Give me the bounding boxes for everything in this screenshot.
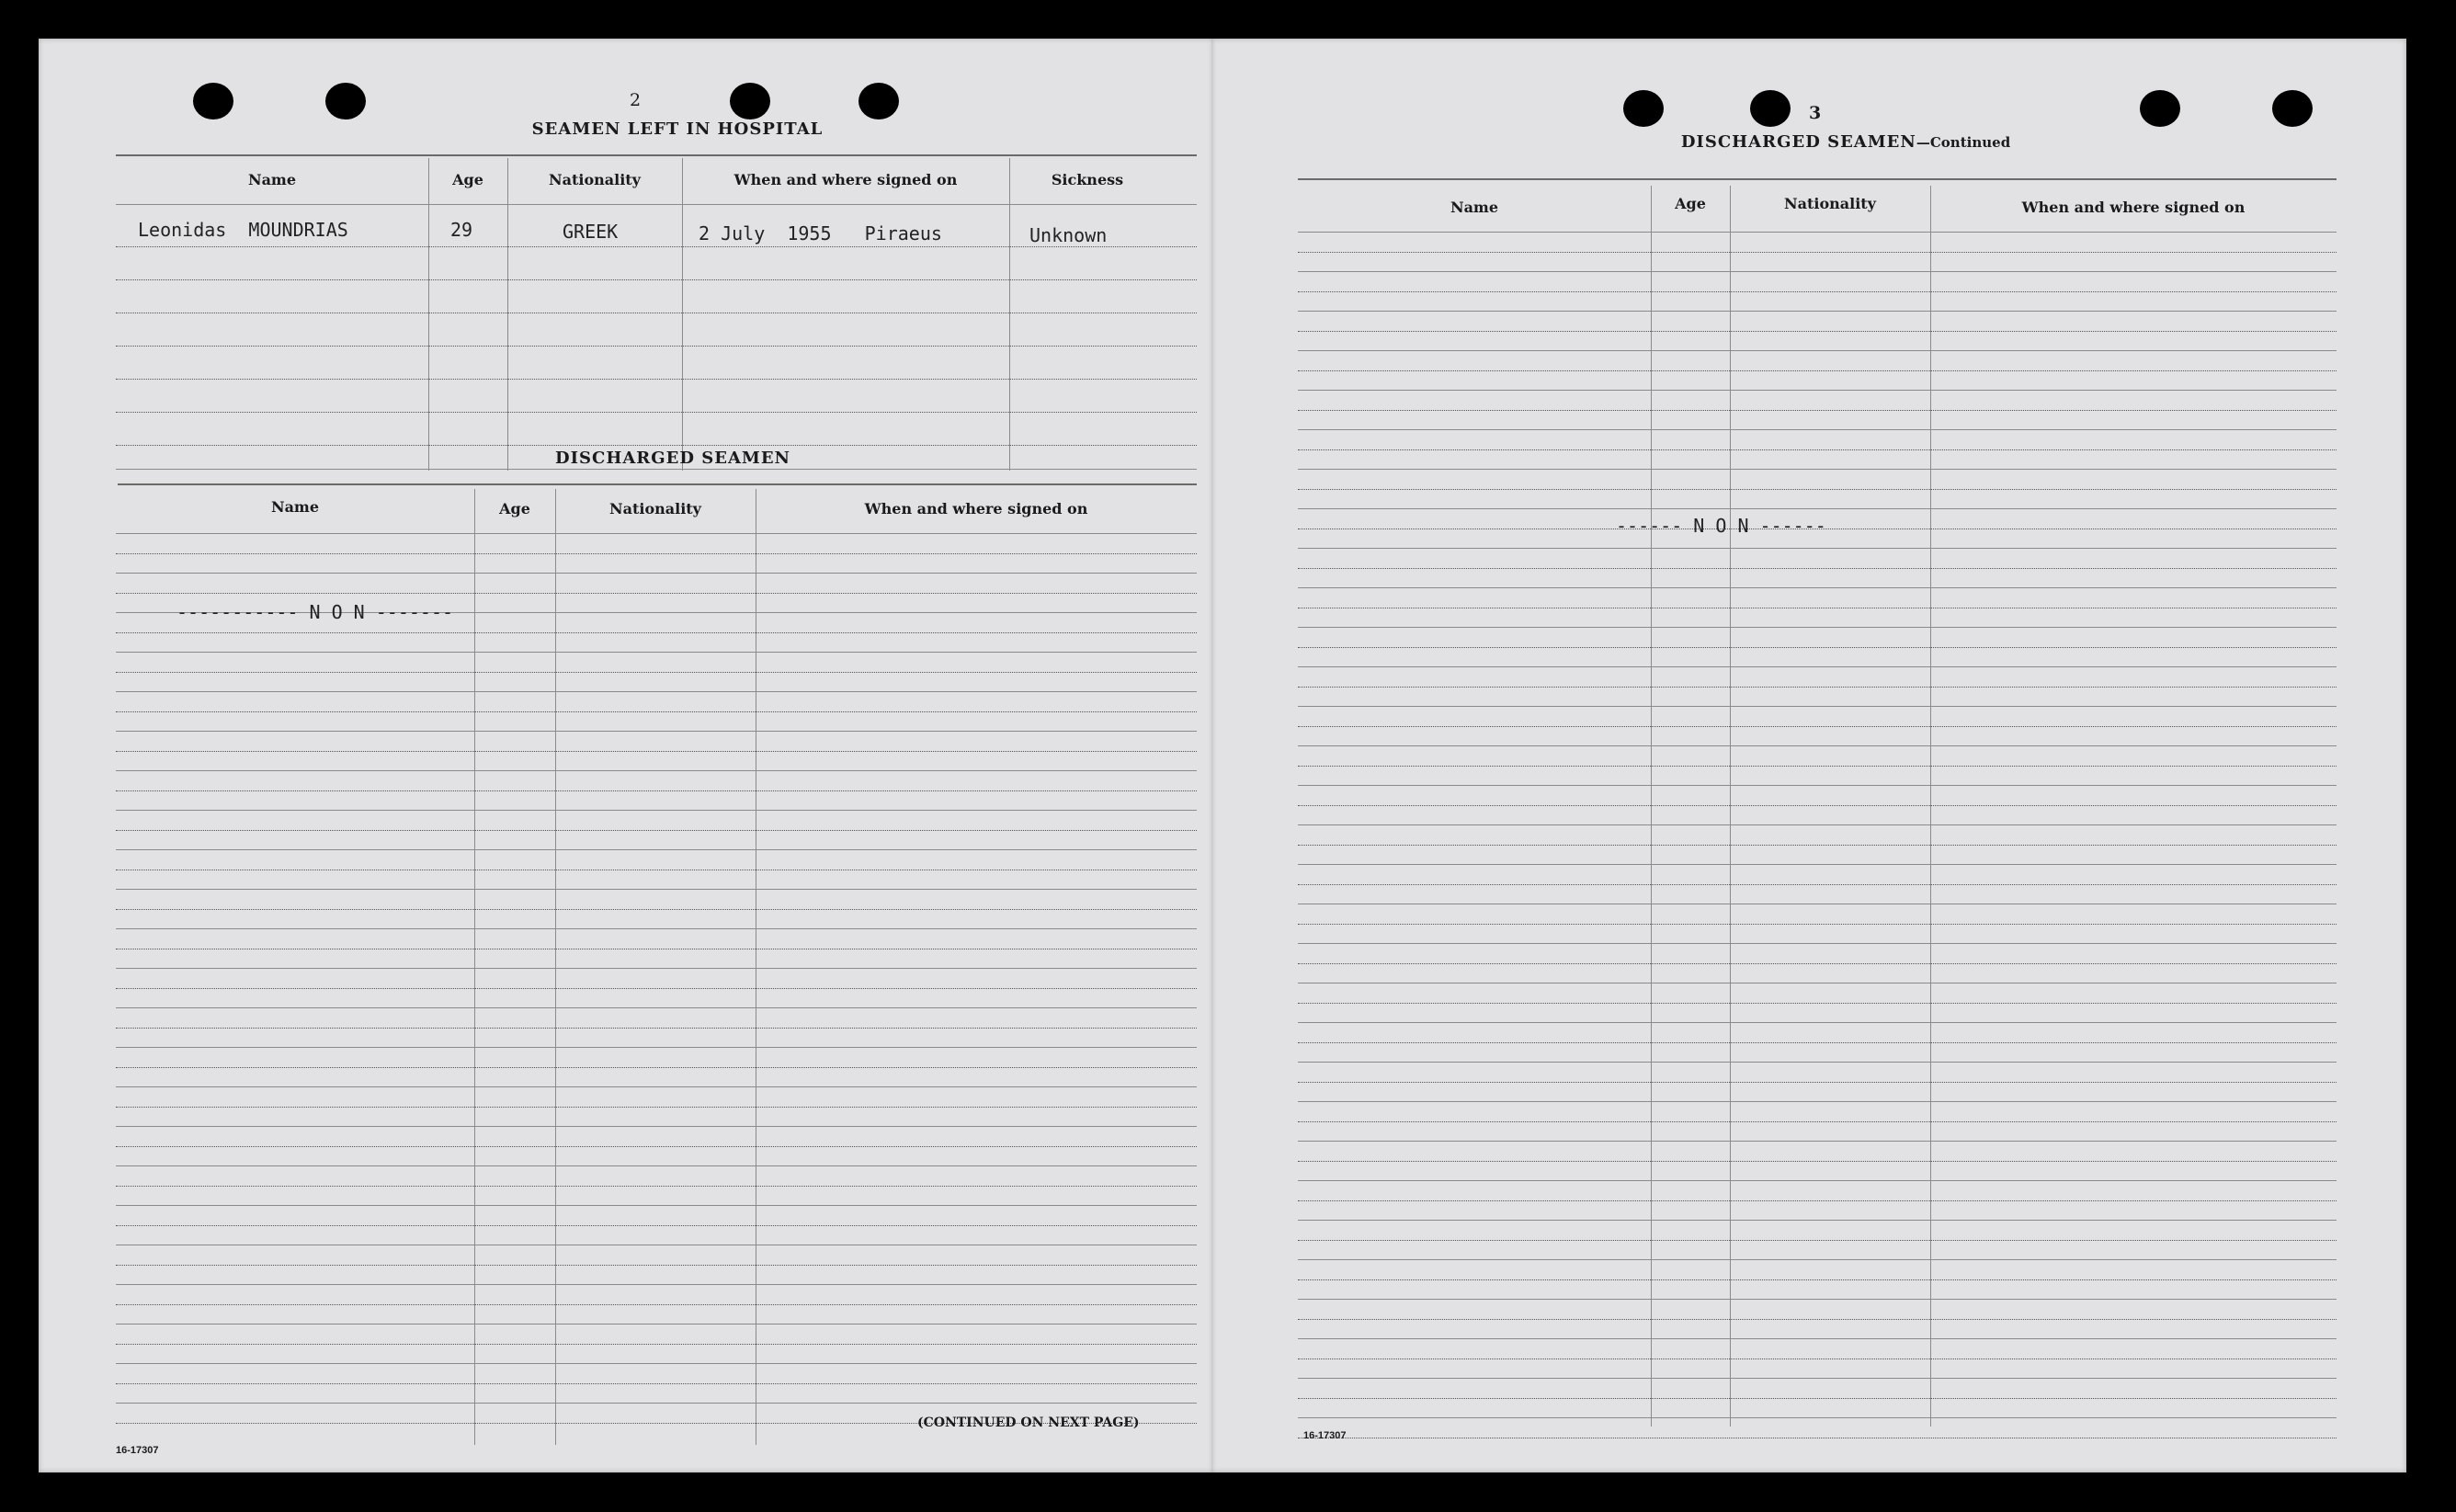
form-rule-line xyxy=(116,1363,1197,1364)
form-rule-line xyxy=(116,1007,1197,1008)
form-rule-line xyxy=(116,1067,1197,1068)
col-name: Name xyxy=(247,171,297,188)
form-rule-line xyxy=(1298,687,2337,688)
form-rule-line xyxy=(1298,489,2337,490)
col-signed-on: When and where signed on xyxy=(864,500,1088,517)
form-rule-line xyxy=(116,909,1197,910)
col-sickness: Sickness xyxy=(1051,171,1124,188)
form-rule-line xyxy=(1298,1398,2337,1399)
form-rule-line xyxy=(1298,331,2337,332)
continued-note: (CONTINUED ON NEXT PAGE) xyxy=(917,1415,1140,1430)
form-number: 16-17307 xyxy=(116,1445,159,1456)
form-rule-line xyxy=(1298,1062,2337,1063)
punch-hole xyxy=(730,83,770,119)
form-rule-line xyxy=(1298,1378,2337,1379)
form-rule-line xyxy=(1298,1299,2337,1300)
form-rule-line xyxy=(1298,1042,2337,1043)
discharged-continued-title: DISCHARGED SEAMEN—Continued xyxy=(1680,132,2011,152)
form-rule-line xyxy=(1298,1161,2337,1162)
punch-hole xyxy=(1750,90,1791,127)
form-rule-line xyxy=(1298,845,2337,846)
page-number: 3 xyxy=(1809,103,1822,123)
form-rule-line xyxy=(116,1304,1197,1305)
form-rule-line xyxy=(1298,726,2337,727)
col-name: Name xyxy=(1450,199,1499,216)
form-rule-line xyxy=(1298,390,2337,391)
form-number: 16-17307 xyxy=(1303,1430,1347,1441)
form-rule-line xyxy=(1298,291,2337,292)
form-rule-line xyxy=(116,553,1197,554)
form-rule-line xyxy=(1298,924,2337,925)
punch-hole xyxy=(2272,90,2313,127)
form-rule-line xyxy=(1298,1121,2337,1122)
form-rule-line xyxy=(1298,548,2337,549)
col-signed-on: When and where signed on xyxy=(733,171,958,188)
form-rule-line xyxy=(1298,410,2337,411)
form-rule-line xyxy=(1298,469,2337,470)
form-rule-line xyxy=(1298,587,2337,588)
punch-hole xyxy=(193,83,233,119)
form-rule-line xyxy=(116,928,1197,929)
form-rule-line xyxy=(116,1146,1197,1147)
form-rule-line xyxy=(1298,1220,2337,1221)
form-rule-line xyxy=(1298,1417,2337,1418)
form-rule-line xyxy=(116,790,1197,791)
form-rule-line xyxy=(1298,370,2337,371)
form-rule-line xyxy=(1298,232,2337,233)
punch-hole xyxy=(858,83,899,119)
form-rule-line xyxy=(116,889,1197,890)
right-page xyxy=(1211,39,2406,1472)
entry-nationality: GREEK xyxy=(563,221,619,243)
form-rule-line xyxy=(116,573,1197,574)
form-rule-line xyxy=(1298,271,2337,272)
form-rule-line xyxy=(116,968,1197,969)
form-rule-line xyxy=(116,810,1197,811)
form-rule-line xyxy=(116,830,1197,831)
form-rule-line xyxy=(1298,1240,2337,1241)
form-rule-line xyxy=(116,691,1197,692)
form-rule-line xyxy=(1298,508,2337,509)
col-nationality: Nationality xyxy=(609,500,701,517)
form-rule-line xyxy=(1298,884,2337,885)
form-rule-line xyxy=(1298,805,2337,806)
form-rule-line xyxy=(116,632,1197,633)
page-number: 2 xyxy=(630,90,642,110)
form-rule-line xyxy=(116,1225,1197,1226)
form-rule-line xyxy=(1298,1200,2337,1201)
punch-hole xyxy=(2140,90,2180,127)
form-rule-line xyxy=(1298,766,2337,767)
form-rule-line xyxy=(1298,1319,2337,1320)
form-rule-line xyxy=(116,593,1197,594)
form-rule-line xyxy=(1298,1101,2337,1102)
entry-signed-on: 2 July 1955 Piraeus xyxy=(699,222,942,244)
form-rule-line xyxy=(116,1205,1197,1206)
form-rule-line xyxy=(116,1107,1197,1108)
form-rule-line xyxy=(116,1126,1197,1127)
col-name: Name xyxy=(270,498,320,516)
entry-age: 29 xyxy=(450,219,473,241)
form-rule-line xyxy=(1298,824,2337,825)
form-rule-line xyxy=(1298,252,2337,253)
form-rule-line xyxy=(1298,647,2337,648)
form-rule-line xyxy=(116,770,1197,771)
form-rule-line xyxy=(1298,1279,2337,1280)
form-rule-line xyxy=(116,1186,1197,1187)
col-signed-on: When and where signed on xyxy=(2021,199,2246,216)
left-page xyxy=(39,39,1213,1472)
form-rule-line xyxy=(1298,627,2337,628)
form-rule-line xyxy=(1298,1180,2337,1181)
form-rule-line xyxy=(1298,963,2337,964)
form-rule-line xyxy=(1298,706,2337,707)
punch-hole xyxy=(1623,90,1664,127)
form-rule-line xyxy=(116,672,1197,673)
form-rule-line xyxy=(116,1284,1197,1285)
col-age: Age xyxy=(499,500,530,517)
entry-name: Leonidas MOUNDRIAS xyxy=(138,219,348,241)
form-rule-line xyxy=(116,1403,1197,1404)
form-rule-line xyxy=(116,1265,1197,1266)
form-rule-line xyxy=(116,711,1197,712)
form-rule-line xyxy=(1298,311,2337,312)
form-rule-line xyxy=(1298,1141,2337,1142)
entry-sickness: Unknown xyxy=(1029,224,1108,246)
form-rule-line xyxy=(116,1047,1197,1048)
col-age: Age xyxy=(1675,195,1706,212)
col-nationality: Nationality xyxy=(1784,195,1876,212)
typed-none-mark: ----------- N O N ------- xyxy=(176,601,454,623)
form-rule-line xyxy=(116,988,1197,989)
form-rule-line xyxy=(1298,1259,2337,1260)
hospital-section-title: SEAMEN LEFT IN HOSPITAL xyxy=(531,119,824,139)
form-rule-line xyxy=(116,1028,1197,1029)
form-rule-line xyxy=(1298,943,2337,944)
form-rule-line xyxy=(116,533,1197,534)
form-rule-line xyxy=(116,1344,1197,1345)
discharged-section-title: DISCHARGED SEAMEN xyxy=(554,449,791,468)
form-rule-line xyxy=(116,731,1197,732)
form-rule-line xyxy=(116,751,1197,752)
form-rule-line xyxy=(1298,785,2337,786)
punch-hole xyxy=(325,83,366,119)
form-rule-line xyxy=(1298,666,2337,667)
form-rule-line xyxy=(116,1086,1197,1087)
form-rule-line xyxy=(1298,1338,2337,1339)
form-rule-line xyxy=(1298,1003,2337,1004)
form-rule-line xyxy=(116,652,1197,653)
form-rule-line xyxy=(1298,864,2337,865)
typed-none-mark: ------ N O N ------ xyxy=(1616,515,1826,537)
form-rule-line xyxy=(1298,745,2337,746)
form-rule-line xyxy=(1298,1022,2337,1023)
form-rule-line xyxy=(116,1165,1197,1166)
col-age: Age xyxy=(452,171,483,188)
form-rule-line xyxy=(1298,568,2337,569)
form-rule-line xyxy=(1298,429,2337,430)
form-rule-line xyxy=(1298,449,2337,450)
form-rule-line xyxy=(116,1383,1197,1384)
form-rule-line xyxy=(116,849,1197,850)
col-nationality: Nationality xyxy=(549,171,641,188)
form-rule-line xyxy=(1298,350,2337,351)
form-rule-line xyxy=(1298,1082,2337,1083)
